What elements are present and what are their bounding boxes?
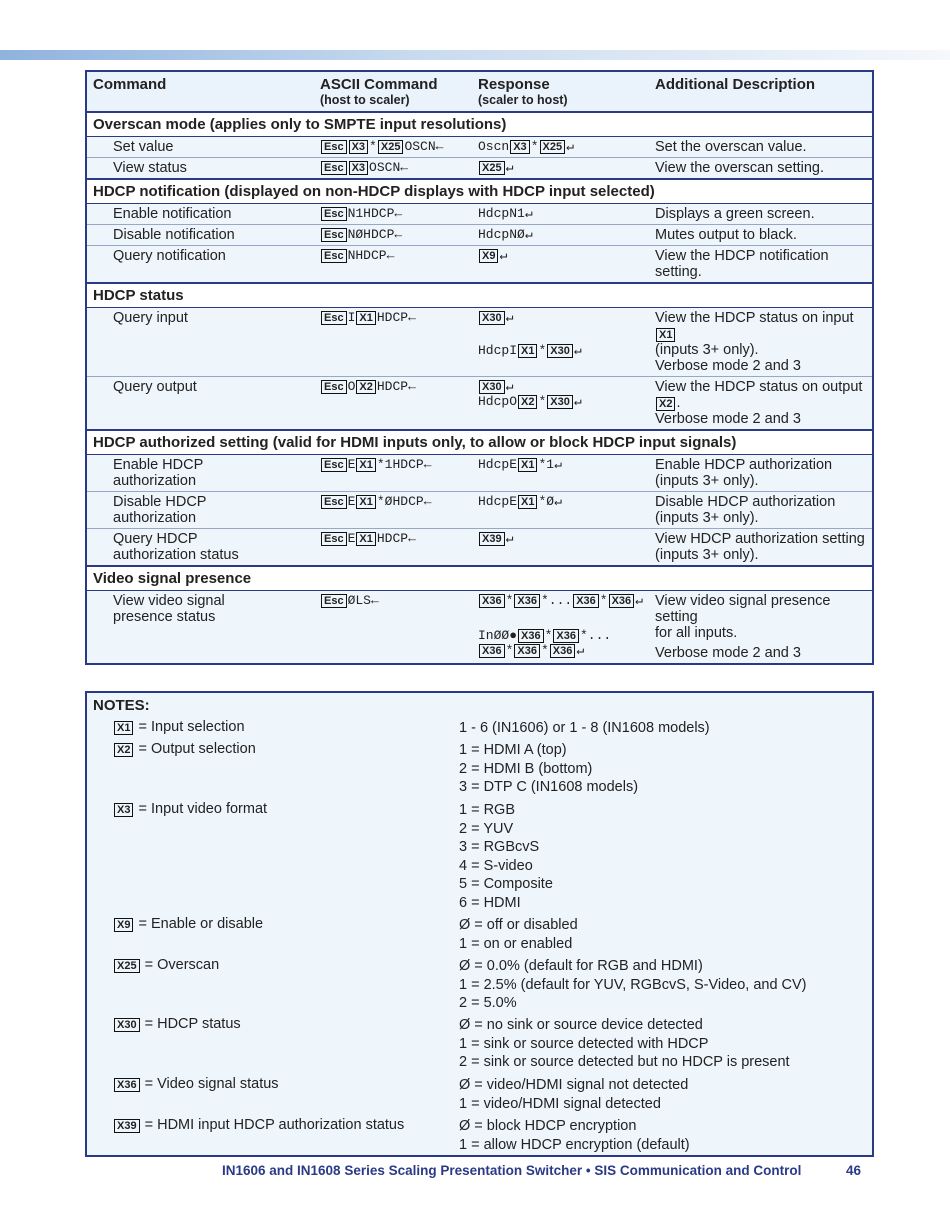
response — [472, 455, 649, 492]
code-text: * — [538, 394, 547, 409]
note-value: Ø = block HDCP encryption — [459, 1118, 637, 1134]
ascii-command — [314, 225, 472, 246]
code-text: HDCP — [376, 310, 409, 325]
note-x36 — [113, 1076, 279, 1092]
var-box: X1 — [518, 344, 537, 358]
notes-box — [85, 691, 874, 1157]
code-text: * — [599, 593, 608, 608]
response — [472, 158, 649, 180]
enter-icon: ↵ — [505, 310, 514, 325]
note-x3-values — [459, 801, 553, 912]
ascii-command — [314, 246, 472, 284]
table-header — [86, 71, 873, 112]
header-response — [472, 71, 649, 112]
section-row — [86, 112, 873, 137]
var-box: X1 — [356, 532, 375, 546]
header-response-label: Response — [478, 76, 550, 93]
table-row — [86, 204, 873, 225]
var-box: X36 — [479, 594, 505, 608]
response — [472, 492, 649, 529]
command-name — [86, 492, 314, 529]
code-text: ØLS — [347, 593, 371, 608]
left-arrow-icon: ← — [435, 139, 444, 154]
var-box: X36 — [550, 644, 576, 658]
code-text: OSCN — [369, 160, 401, 175]
table-row — [86, 158, 873, 180]
code-text: E — [347, 531, 356, 546]
var-box: X36 — [609, 594, 635, 608]
code-text: E — [347, 494, 356, 509]
header-description-label: Additional Description — [655, 76, 816, 93]
left-arrow-icon: ← — [400, 160, 409, 175]
var-box: X2 — [656, 397, 675, 411]
command-name — [86, 455, 314, 492]
description — [649, 591, 873, 665]
var-box: X2 — [356, 380, 375, 394]
note-x30-values — [459, 1016, 790, 1072]
esc-key: Esc — [321, 532, 347, 546]
table-row — [86, 377, 873, 431]
code-text: 1 — [546, 457, 555, 472]
var-box: X3 — [510, 140, 529, 154]
esc-key: Esc — [321, 228, 347, 242]
var-box: X39 — [479, 532, 505, 546]
code-text: * — [579, 628, 588, 643]
var-box: X36 — [514, 594, 540, 608]
header-ascii — [314, 71, 472, 112]
note-value: 2 = YUV — [459, 820, 514, 837]
enter-icon: ↵ — [573, 394, 582, 409]
code-text: * — [540, 593, 549, 608]
var-box: X1 — [114, 721, 133, 735]
note-label: = HDMI input HDCP authorization status — [144, 1117, 405, 1133]
description: Mutes output to black. — [649, 225, 873, 246]
code-text: * — [369, 139, 377, 154]
note-label: = HDCP status — [144, 1016, 241, 1032]
command-name: Disable notification — [86, 225, 314, 246]
note-value: 2 = 5.0% — [459, 995, 517, 1011]
command-name: Enable notification — [86, 204, 314, 225]
var-box: X1 — [518, 458, 537, 472]
var-box: X1 — [356, 311, 375, 325]
header-gradient-bar — [0, 50, 950, 60]
section-hdcp-authorized: HDCP authorized setting (valid for HDMI inputs only, to allow or block HDCP input signals) — [86, 430, 873, 455]
description: Displays a green screen. — [649, 204, 873, 225]
command-text: authorization — [113, 510, 197, 526]
description-text: View HDCP authorization setting — [655, 531, 865, 547]
esc-key: Esc — [321, 495, 347, 509]
note-value: Ø = video/HDMI signal not detected — [459, 1077, 689, 1093]
code-text: E — [347, 457, 356, 472]
code-text: ... — [587, 628, 612, 643]
code-text: 1HDCP — [384, 457, 424, 472]
note-x36-values — [459, 1076, 688, 1113]
note-value: 1 = allow HDCP encryption (default) — [459, 1136, 690, 1153]
note-value: 2 = HDMI B (bottom) — [459, 760, 593, 777]
description — [649, 308, 873, 377]
note-x30 — [113, 1016, 241, 1032]
note-value: 1 = video/HDMI signal detected — [459, 1095, 661, 1112]
var-box: X36 — [479, 644, 505, 658]
note-value: 1 = HDMI A (top) — [459, 742, 567, 758]
esc-key: Esc — [321, 249, 347, 263]
note-x25 — [113, 957, 219, 973]
enter-icon: ↵ — [524, 227, 533, 242]
code-text: HdcpNØ — [478, 227, 525, 242]
ascii-command — [314, 529, 472, 567]
note-x1-values — [459, 719, 710, 738]
ascii-command — [314, 591, 472, 665]
footer-text: IN1606 and IN1608 Series Scaling Presentation Switcher • SIS Communication and Control — [222, 1163, 802, 1178]
var-box: X2 — [518, 395, 537, 409]
code-text: HdcpE — [478, 457, 518, 472]
var-box: X30 — [547, 344, 573, 358]
note-value: 5 = Composite — [459, 876, 553, 892]
ascii-command — [314, 377, 472, 431]
esc-key: Esc — [321, 594, 347, 608]
var-box: X36 — [518, 629, 544, 643]
response — [472, 377, 649, 431]
code-text: HdcpE — [478, 494, 518, 509]
note-label: = Input video format — [138, 801, 268, 817]
note-value: 1 - 6 (IN1606) or 1 - 8 (IN1608 models) — [459, 720, 710, 736]
note-x39 — [113, 1117, 404, 1133]
description: View the HDCP notification setting. — [649, 246, 873, 284]
response — [472, 308, 649, 377]
var-box: X30 — [479, 311, 505, 325]
note-value: 1 = sink or source detected with HDCP — [459, 1035, 709, 1052]
var-box: X30 — [547, 395, 573, 409]
section-video-presence: Video signal presence — [86, 566, 873, 591]
esc-key: Esc — [321, 380, 347, 394]
header-ascii-sub: (host to scaler) — [320, 93, 410, 107]
section-overscan: Overscan mode (applies only to SMPTE input resolutions) — [86, 112, 873, 137]
description-text: View video signal presence setting — [655, 593, 831, 625]
left-arrow-icon: ← — [408, 379, 416, 394]
table-row — [86, 455, 873, 492]
command-text: Query HDCP — [113, 531, 198, 547]
left-arrow-icon: ← — [423, 494, 432, 509]
code-text: Ø — [546, 494, 555, 509]
note-value: Ø = off or disabled — [459, 917, 578, 933]
table-row — [86, 137, 873, 158]
code-text: NØHDCP — [347, 227, 395, 242]
note-value: 1 = RGB — [459, 802, 516, 818]
code-text: . — [676, 395, 681, 411]
description-text: (inputs 3+ only). — [655, 342, 759, 358]
note-value: 1 = on or enabled — [459, 935, 573, 952]
var-box: X36 — [514, 644, 540, 658]
enter-icon: ↵ — [554, 494, 562, 509]
var-box: X9 — [479, 249, 498, 263]
enter-icon: ↵ — [505, 160, 514, 175]
description-text: View the HDCP status on output — [655, 379, 863, 395]
note-label: = Overscan — [144, 957, 220, 973]
command-name — [86, 529, 314, 567]
page-number: 46 — [846, 1163, 862, 1178]
code-text: * — [540, 643, 549, 658]
left-arrow-icon: ← — [394, 206, 403, 221]
table-row — [86, 225, 873, 246]
var-box: X1 — [656, 328, 675, 342]
section-row — [86, 566, 873, 591]
description-text: (inputs 3+ only). — [655, 547, 759, 563]
var-box: X36 — [553, 629, 579, 643]
code-text: * — [505, 593, 514, 608]
command-name: Query input — [86, 308, 314, 377]
ascii-command — [314, 455, 472, 492]
code-text: I — [347, 310, 356, 325]
response — [472, 529, 649, 567]
var-box: X9 — [114, 918, 133, 932]
note-x9 — [113, 916, 263, 932]
var-box: X30 — [114, 1018, 140, 1032]
description-text: Verbose mode 2 and 3 — [655, 358, 801, 374]
command-text: Disable HDCP — [113, 494, 207, 510]
description — [649, 377, 873, 431]
description-text: (inputs 3+ only). — [655, 473, 759, 489]
header-description — [649, 71, 873, 112]
description-text: Enable HDCP authorization — [655, 457, 833, 473]
header-response-sub: (scaler to host) — [478, 93, 568, 107]
var-box: X1 — [518, 495, 537, 509]
note-x2-values — [459, 741, 638, 797]
enter-icon: ↵ — [635, 593, 643, 608]
enter-icon: ↵ — [505, 379, 514, 394]
var-box: X25 — [378, 140, 404, 154]
var-box: X3 — [114, 803, 133, 817]
code-text: * — [538, 343, 547, 358]
response — [472, 225, 649, 246]
command-text: View video signal — [113, 593, 225, 609]
var-box: X36 — [114, 1078, 140, 1092]
ascii-command — [314, 204, 472, 225]
esc-key: Esc — [321, 207, 347, 221]
code-text: OSCN — [404, 139, 436, 154]
var-box: X1 — [356, 458, 375, 472]
code-text: * — [505, 643, 514, 658]
enter-icon: ↵ — [566, 139, 574, 154]
esc-key: Esc — [321, 311, 347, 325]
note-value: Ø = no sink or source device detected — [459, 1017, 703, 1033]
ascii-command — [314, 158, 472, 180]
code-text: InØØ● — [478, 628, 518, 643]
enter-icon: ↵ — [499, 248, 508, 263]
section-hdcp-status: HDCP status — [86, 283, 873, 308]
note-value: 1 = 2.5% (default for YUV, RGBcvS, S-Video, and CV) — [459, 976, 807, 993]
response — [472, 591, 649, 665]
header-ascii-label: ASCII Command — [320, 76, 438, 93]
table-row — [86, 308, 873, 377]
note-label: = Output selection — [138, 741, 256, 757]
header-command-label: Command — [93, 76, 167, 93]
left-arrow-icon: ← — [408, 531, 416, 546]
notes-title: NOTES: — [93, 697, 150, 714]
response — [472, 137, 649, 158]
ascii-command — [314, 308, 472, 377]
var-box: X25 — [114, 959, 140, 973]
var-box: X36 — [573, 594, 599, 608]
code-text: * — [544, 628, 553, 643]
command-name: Query output — [86, 377, 314, 431]
code-text: Oscn — [478, 139, 510, 154]
left-arrow-icon: ← — [370, 593, 379, 608]
enter-icon: ↵ — [554, 457, 562, 472]
code-text: * — [538, 494, 547, 509]
note-value: Ø = 0.0% (default for RGB and HDMI) — [459, 958, 703, 974]
description-text: for all inputs. — [655, 625, 738, 641]
command-text: presence status — [113, 609, 216, 625]
description — [649, 529, 873, 567]
var-box: X25 — [540, 140, 566, 154]
var-box: X2 — [114, 743, 133, 757]
sis-command-table — [85, 70, 874, 665]
note-x25-values — [459, 957, 807, 1013]
command-name: Set value — [86, 137, 314, 158]
description-text: (inputs 3+ only). — [655, 510, 759, 526]
enter-icon: ↵ — [576, 643, 585, 658]
section-row — [86, 179, 873, 204]
command-name: Query notification — [86, 246, 314, 284]
command-text: Enable HDCP — [113, 457, 204, 473]
note-label: = Enable or disable — [138, 916, 264, 932]
response — [472, 204, 649, 225]
note-value: 4 = S-video — [459, 857, 533, 874]
command-name: View status — [86, 158, 314, 180]
response — [472, 246, 649, 284]
left-arrow-icon: ← — [408, 310, 416, 325]
note-label: = Video signal status — [144, 1076, 279, 1092]
command-name — [86, 591, 314, 665]
code-text: * — [530, 139, 539, 154]
description-text: Verbose mode 2 and 3 — [655, 411, 801, 427]
table-row — [86, 591, 873, 665]
var-box: X3 — [349, 140, 368, 154]
code-text: N1HDCP — [347, 206, 395, 221]
table-row — [86, 492, 873, 529]
code-text: HdcpO — [478, 394, 518, 409]
esc-key: Esc — [321, 458, 347, 472]
description-text: Verbose mode 2 and 3 — [655, 645, 801, 661]
command-text: authorization — [113, 473, 197, 489]
code-text: HdcpI — [478, 343, 518, 358]
enter-icon: ↵ — [505, 531, 514, 546]
code-text: ... — [548, 593, 573, 608]
note-x9-values — [459, 916, 578, 953]
esc-key: Esc — [321, 140, 347, 154]
enter-icon: ↵ — [573, 343, 582, 358]
description: Set the overscan value. — [649, 137, 873, 158]
section-hdcp-notification: HDCP notification (displayed on non-HDCP displays with HDCP input selected) — [86, 179, 873, 204]
code-text: O — [347, 379, 356, 394]
note-value: 6 = HDMI — [459, 894, 521, 911]
note-value: 3 = DTP C (IN1608 models) — [459, 779, 639, 795]
code-text: * — [538, 457, 547, 472]
note-value: 2 = sink or source detected but no HDCP is present — [459, 1054, 790, 1070]
esc-key: Esc — [321, 161, 347, 175]
left-arrow-icon: ← — [394, 227, 403, 242]
var-box: X39 — [114, 1119, 140, 1133]
var-box: X1 — [356, 495, 375, 509]
table-row — [86, 529, 873, 567]
enter-icon: ↵ — [524, 206, 533, 221]
ascii-command — [314, 492, 472, 529]
description — [649, 492, 873, 529]
note-x39-values — [459, 1117, 690, 1154]
var-box: X3 — [349, 161, 368, 175]
header-command — [86, 71, 314, 112]
note-x2 — [113, 741, 256, 757]
description-text: Disable HDCP authorization — [655, 494, 836, 510]
note-x1 — [113, 719, 245, 735]
table-row — [86, 246, 873, 284]
note-label: = Input selection — [138, 719, 245, 735]
note-x3 — [113, 801, 267, 817]
ascii-command — [314, 137, 472, 158]
var-box: X25 — [479, 161, 505, 175]
description-text: View the HDCP status on input — [655, 310, 854, 326]
code-text: * — [376, 494, 385, 509]
code-text: ØHDCP — [384, 494, 424, 509]
section-row — [86, 283, 873, 308]
description: View the overscan setting. — [649, 158, 873, 180]
code-text: NHDCP — [347, 248, 387, 263]
var-box: X30 — [479, 380, 505, 394]
code-text: HDCP — [376, 379, 409, 394]
left-arrow-icon: ← — [423, 457, 432, 472]
description — [649, 455, 873, 492]
note-value: 3 = RGBcvS — [459, 839, 540, 855]
left-arrow-icon: ← — [386, 248, 395, 263]
section-row — [86, 430, 873, 455]
code-text: HdcpN1 — [478, 206, 525, 221]
code-text: HDCP — [376, 531, 409, 546]
command-text: authorization status — [113, 547, 239, 563]
code-text: * — [376, 457, 385, 472]
